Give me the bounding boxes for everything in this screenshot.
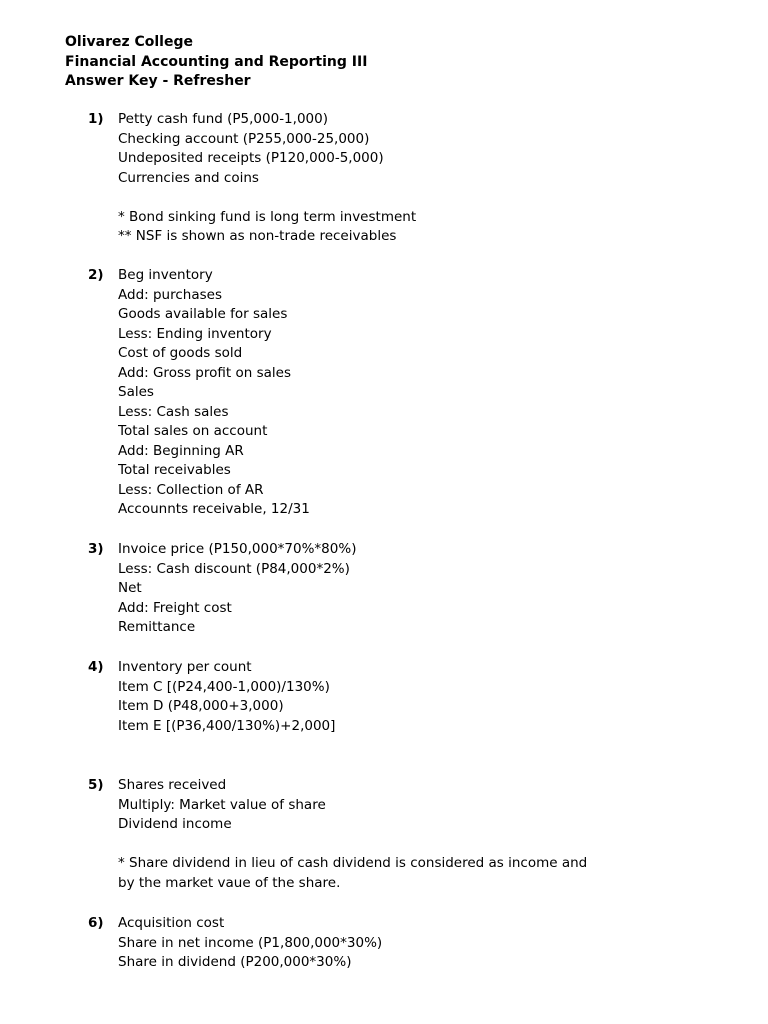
line: Shares received — [118, 777, 227, 793]
line: Add: Freight cost — [118, 599, 232, 616]
document-header — [65, 33, 367, 92]
blank-line — [118, 835, 594, 855]
item-lines — [118, 914, 594, 973]
course-title: Financial Accounting and Reporting III — [65, 53, 368, 70]
item-number: 4) — [88, 659, 104, 675]
line: Less: Collection of AR — [118, 481, 264, 498]
line: Total receivables — [118, 462, 231, 478]
note-line: ** NSF is shown as non-trade receivables — [118, 228, 397, 244]
line: Sales — [118, 384, 154, 400]
item-number: 6) — [88, 915, 104, 931]
line: Less: Cash discount (P84,000*2%) — [118, 560, 350, 577]
item-number: 1) — [88, 111, 104, 127]
line: Total sales on account — [118, 423, 268, 439]
note-line: * Bond sinking fund is long term investment — [118, 208, 417, 225]
blank-line — [118, 188, 594, 208]
note-line: by the market vaue of the share. — [118, 874, 341, 891]
line: Beg inventory — [118, 267, 213, 283]
line: Remittance — [118, 619, 196, 635]
line: Add: purchases — [118, 286, 222, 303]
line: Less: Cash sales — [118, 403, 229, 420]
line: Add: Gross profit on sales — [118, 364, 291, 381]
item-lines — [118, 540, 594, 638]
line: Share in dividend (P200,000*30%) — [118, 954, 352, 970]
line: Cost of goods sold — [118, 345, 243, 361]
line: Inventory per count — [118, 659, 252, 675]
item-number: 2) — [88, 267, 104, 283]
item-number: 3) — [88, 541, 104, 557]
line: Share in net income (P1,800,000*30%) — [118, 934, 383, 951]
line: Item C [(P24,400-1,000)/130%) — [118, 678, 330, 695]
item-number: 5) — [88, 777, 104, 793]
line: Item E [(P36,400/130%)+2,000] — [118, 717, 336, 734]
line: Invoice price (P150,000*70%*80%) — [118, 541, 357, 557]
item-lines — [118, 110, 594, 247]
line: Accounnts receivable, 12/31 — [118, 501, 310, 517]
line: Checking account (P255,000-25,000) — [118, 130, 370, 147]
line: Undeposited receipts (P120,000-5,000) — [118, 150, 384, 166]
line: Dividend income — [118, 816, 232, 832]
item-lines — [118, 658, 594, 736]
line: Currencies and coins — [118, 169, 259, 186]
item-lines — [118, 776, 594, 893]
line: Item D (P48,000+3,000) — [118, 698, 284, 714]
school-name: Olivarez College — [65, 34, 193, 50]
line: Net — [118, 580, 142, 596]
line: Acquisition cost — [118, 915, 225, 931]
line: Less: Ending inventory — [118, 325, 272, 342]
item-lines — [118, 266, 594, 520]
line: Goods available for sales — [118, 306, 288, 322]
document-subtitle: Answer Key - Refresher — [65, 73, 251, 89]
note-line: * Share dividend in lieu of cash dividend is considered as income and — [118, 855, 588, 871]
line: Petty cash fund (P5,000-1,000) — [118, 111, 328, 127]
line: Add: Beginning AR — [118, 442, 244, 459]
line: Multiply: Market value of share — [118, 796, 326, 813]
